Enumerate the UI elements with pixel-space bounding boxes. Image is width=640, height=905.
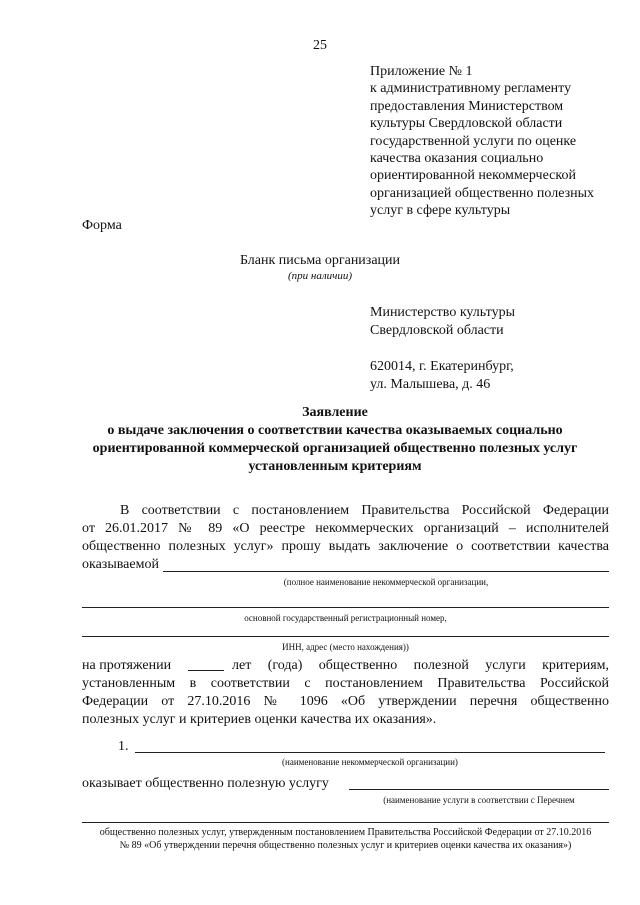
service-name-field[interactable] [349, 789, 609, 790]
org-short-name-field[interactable] [135, 752, 605, 753]
letterhead-label: Бланк письма организации [239, 253, 401, 268]
recipient-line: Свердловской области [370, 323, 504, 338]
field-note: основной государственный регистрационный номер, [244, 613, 447, 623]
appendix-block [370, 63, 635, 220]
body-line: В соответствии с постановлением Правительства Российской Федерации [120, 503, 609, 518]
appendix-line: ориентированной некоммерческой [370, 168, 576, 184]
title-line: о выдаче заключения о соответствии качества оказываемых социально [107, 423, 563, 438]
body-line: оказываемой [82, 557, 159, 572]
appendix-line: государственной услуги по оценке [370, 133, 577, 149]
recipient-block [370, 304, 515, 394]
field-note: (наименование услуги в соответствии с Перечнем [383, 795, 575, 805]
body-line: полезных услуг и критериев оценки качества их оказания». [82, 712, 437, 727]
field-note: (наименование некоммерческой организации) [282, 757, 458, 767]
service-name-field-continued[interactable] [82, 822, 609, 823]
recipient-line: Министерство культуры [370, 305, 515, 320]
form-label: Форма [82, 218, 122, 233]
letterhead-note: (при наличии) [287, 270, 353, 282]
field-note: ИНН, адрес (место нахождения)) [282, 642, 409, 652]
provides-label: оказывает общественно полезную услугу [82, 776, 329, 791]
appendix-line: организацией общественно полезных [370, 185, 595, 201]
inn-address-field[interactable] [82, 636, 609, 637]
page-number: 25 [313, 38, 327, 53]
body-line: Федерации от 27.10.2016 № 1096 «Об утверждении перечня общественно [82, 694, 609, 709]
title-line: Заявление [302, 405, 368, 420]
field-note: (полное наименование некоммерческой организации, [283, 577, 489, 587]
recipient-address: ул. Малышева, д. 46 [370, 377, 491, 392]
item-number: 1. [118, 739, 129, 754]
body-line: общественно полезных услуг» прошу выдать заключение о соответствии качества [82, 539, 609, 554]
body-line: установленным в соответствии с постановлением Правительства Российской [82, 676, 609, 691]
service-note-continued [82, 826, 609, 852]
appendix-line: услуг в сфере культуры [370, 203, 511, 219]
document-title [60, 404, 610, 476]
appendix-line: Приложение № 1 [370, 64, 473, 79]
footnote-line: № 89 «Об утверждении перечня общественно полезных услуг и критериев оценки качества их оказания») [119, 840, 572, 851]
appendix-line: к административному регламенту [370, 81, 572, 97]
recipient-address: 620014, г. Екатеринбург, [370, 359, 514, 374]
body-line: от 26.01.2017 № 89 «О реестре некоммерческих организаций – исполнителей [82, 521, 609, 536]
title-line: установленным критериям [248, 459, 422, 474]
appendix-line: предоставления Министерством [370, 98, 564, 114]
org-name-field[interactable] [163, 571, 609, 572]
title-line: ориентированной коммерческой организацией общественно полезных услуг [92, 441, 578, 456]
years-field[interactable] [188, 670, 224, 671]
appendix-line: культуры Свердловской области [370, 116, 563, 132]
body-line: лет (года) общественно полезной услуги критериям, [232, 658, 609, 673]
ogrn-field[interactable] [82, 607, 609, 608]
footnote-line: общественно полезных услуг, утвержденным постановлением Правительства Российской Федерации от 27.10.2016 [99, 827, 592, 838]
appendix-line: качества оказания социально [370, 151, 544, 167]
body-line: на протяжении [82, 658, 172, 673]
